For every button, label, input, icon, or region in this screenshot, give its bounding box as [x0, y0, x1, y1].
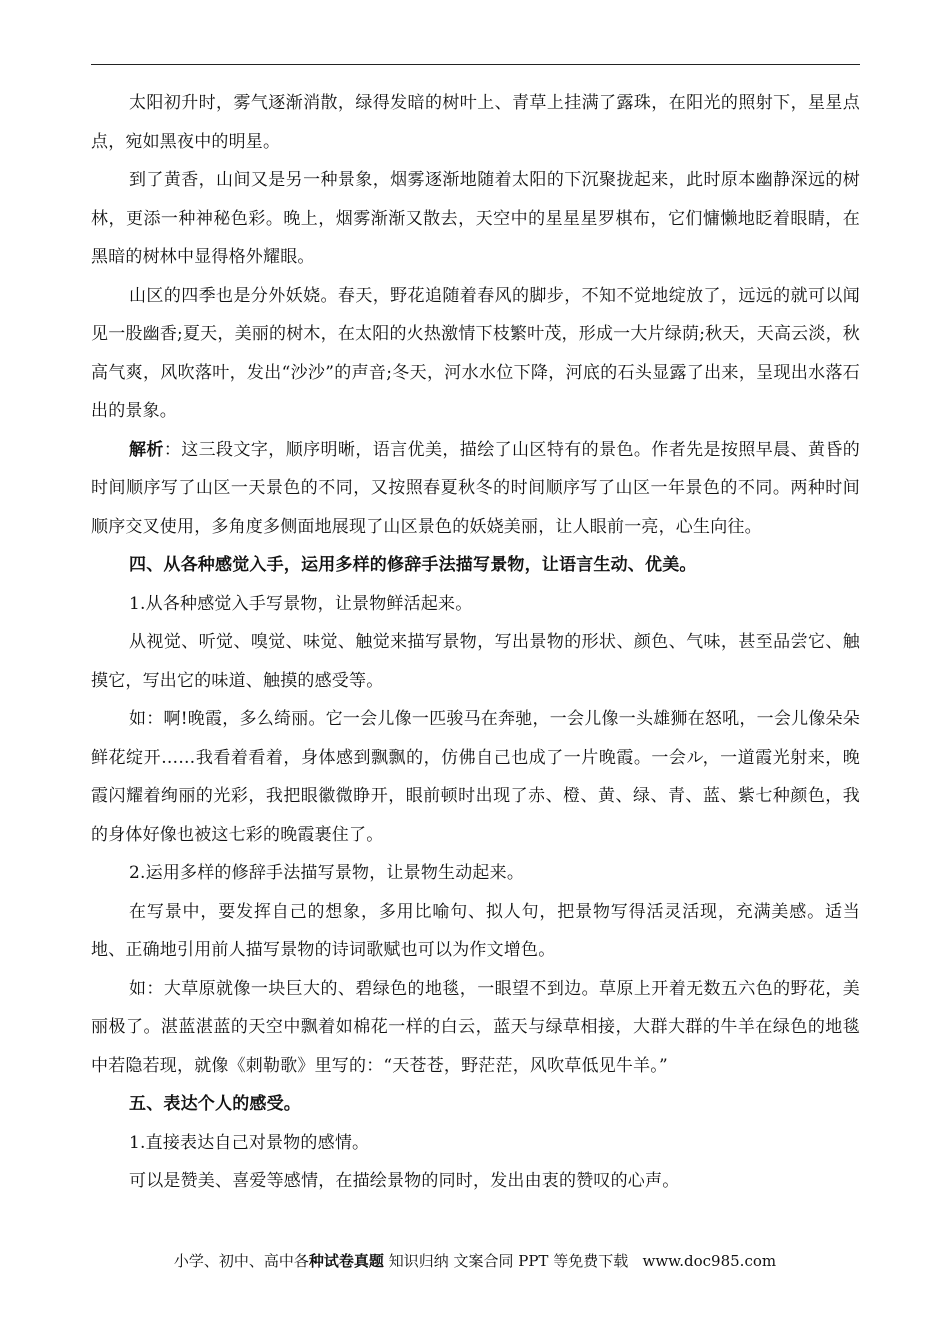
subheading: 1.直接表达自己对景物的感情。 [129, 1132, 370, 1153]
subheading: 2.运用多样的修辞手法描写景物，让景物生动起来。 [129, 863, 525, 883]
paragraph: 太阳初升时，雾气逐渐消散，绿得发暗的树叶上、青草上挂满了露珠，在阳光的照射下，星星点点，宛如黑夜中的明星。 [91, 93, 860, 152]
analysis-label: 解析 [129, 439, 164, 460]
body-text [91, 84, 860, 1201]
paragraph: 在写景中，要发挥自己的想象，多用比喻句、拟人句，把景物写得活灵活现，充满美感。适当地、正确地引用前人描写景物的诗词歌赋也可以为作文增色。 [91, 901, 860, 960]
example-paragraph: 如：大草原就像一块巨大的、碧绿色的地毯，一眼望不到边。草原上开着无数五六色的野花，美丽极了。湛蓝湛蓝的天空中飘着如棉花一样的白云，蓝天与绿草相接，大群大群的牛羊在绿色的地毯中若隐若现，就像《刺勒歌》里写的：“天苍苍，野茫茫，风吹草低见牛羊。” [91, 978, 860, 1076]
paragraph: 到了黄香，山间又是另一种景象，烟雾逐渐地随着太阳的下沉聚拢起来，此时原本幽静深远的树林，更添一种神秘色彩。晚上，烟雾渐渐又散去，天空中的星星星罗棋布，它们慵懒地眨着眼睛，在黑暗的树林中显得格外耀眼。 [91, 170, 860, 267]
paragraph: 可以是赞美、喜爱等感情，在描绘景物的同时，发出由衷的赞叹的心声。 [129, 1171, 680, 1191]
section-heading: 四、从各种感觉入手，运用多样的修辞手法描写景物，让语言生动、优美。 [129, 555, 697, 575]
footer-link[interactable]: www.doc985.com [628, 1252, 777, 1270]
subheading: 1.从各种感觉入手写景物，让景物鲜活起来。 [129, 593, 473, 614]
analysis-paragraph: 解析：这三段文字，顺序明晰，语言优美，描绘了山区特有的景色。作者先是按照早晨、黄昏的时间顺序写了山区一天景色的不同，又按照春夏秋冬的时间顺序写了山区一年景色的不同。两种时间顺序交叉使用，多角度多侧面地展现了山区景色的妖娆美丽，让人眼前一亮，心生向往。 [91, 439, 861, 537]
footer-text: 小学、初中、高中各 [173, 1252, 309, 1270]
footer-text: 知识归纳 [383, 1252, 454, 1270]
example-paragraph: 如：啊!晚霞，多么绮丽。它一会儿像一匹骏马在奔驰，一会儿像一头雄狮在怒吼，一会儿像朵朵鲜花绽开……我看着看着，身体感到飘飘的，仿佛自己也成了一片晚霞。一会ル，一道霞光射来，晚霞闪耀着绚丽的光彩，我把眼徽微睁开，眼前顿时出现了赤、橙、黄、绿、青、蓝、紫七种颜色，我的身体好像也被这七彩的晚霞裹住了。 [91, 709, 860, 845]
paragraph: 山区的四季也是分外妖娆。春天，野花追随着春风的脚步，不知不觉地绽放了，远远的就可以闻见一股幽香;夏天，美丽的树木，在太阳的火热激情下枝繁叶茂，形成一大片绿荫;秋天，天高云淡，秋高气爽，风吹落叶，发出“沙沙”的声音;冬天，河水水位下降，河底的石头显露了出来，呈现出水落石出的景象。 [91, 285, 860, 421]
paragraph: 从视觉、听觉、嗅觉、味觉、触觉来描写景物，写出景物的形状、颜色、气味，甚至品尝它、触摸它，写出它的味道、触摸的感受等。 [91, 632, 860, 691]
footer-text: 文案合同 PPT 等免费下载 [453, 1252, 629, 1270]
page-footer [0, 1250, 950, 1271]
header-rule [91, 64, 860, 65]
section-heading: 五、表达个人的感受。 [129, 1094, 301, 1114]
footer-text-bold: 种试卷真题 [308, 1252, 384, 1270]
